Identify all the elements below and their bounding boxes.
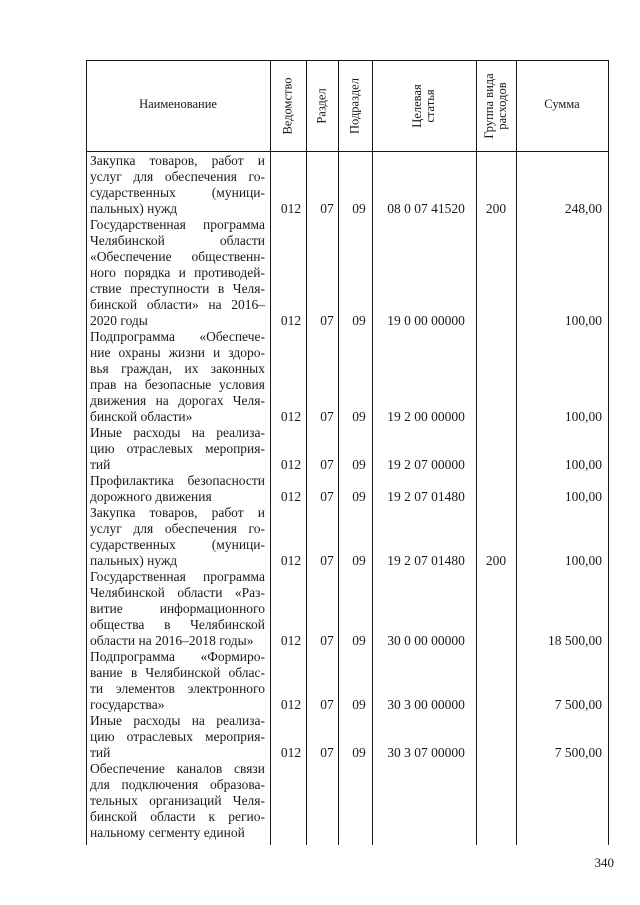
row-name-line: нальному сегменту единой (90, 825, 245, 840)
row-name-line: Профилактика безопасности (90, 473, 265, 488)
header-summa: Сумма (544, 97, 580, 111)
col-border (476, 60, 477, 845)
row-name-line: вья граждан, их законных (90, 361, 265, 376)
row-name-line: вание в Челябинской облас- (90, 665, 265, 680)
row-name (90, 473, 265, 505)
row-name-line: бинской области» на 2016– (90, 297, 265, 312)
page-number: 340 (594, 855, 614, 870)
vedomstvo-cell: 012 (280, 313, 302, 328)
razdel-cell: 07 (320, 409, 334, 424)
podrazdel-cell: 09 (352, 201, 366, 216)
row-name-line: государства» (90, 697, 165, 712)
row-name-line: тий (90, 457, 111, 472)
row-name-line: Иные расходы на реализа- (90, 713, 265, 728)
row-name-line: движения на дорогах Челя- (90, 393, 265, 408)
podrazdel-cell: 09 (352, 745, 366, 760)
celevaya-statya-cell: 30 3 00 00000 (387, 697, 465, 712)
vedomstvo-cell: 012 (280, 633, 302, 648)
col-border (608, 60, 609, 845)
row-name-line: пальных) нужд (90, 201, 178, 216)
podrazdel-cell: 09 (352, 457, 366, 472)
row-name-line: 2020 годы (90, 313, 148, 328)
row-name-line: пальных) нужд (90, 553, 178, 568)
podrazdel-cell: 09 (352, 409, 366, 424)
razdel-cell: 07 (320, 697, 334, 712)
summa-cell: 18 500,00 (548, 633, 602, 648)
row-name (90, 649, 265, 713)
col-border (86, 60, 87, 845)
row-name-line: для подключения образова- (90, 777, 265, 792)
row-name-line: цию отраслевых мероприя- (90, 729, 265, 744)
col-border (372, 60, 373, 845)
row-name-line: Подпрограмма «Формиро- (90, 649, 265, 664)
podrazdel-cell: 09 (352, 489, 366, 504)
row-name-line: сударственных (муници- (90, 185, 265, 200)
row-name-line: Закупка товаров, работ и (90, 505, 265, 520)
row-name-line: тельных организаций Челя- (90, 793, 265, 808)
summa-cell: 7 500,00 (554, 745, 602, 760)
celevaya-statya-cell: 19 2 07 01480 (387, 553, 465, 568)
row-name-line: витие информационного (90, 601, 265, 616)
row-name-line: ного порядка и противодей- (90, 265, 265, 280)
celevaya-statya-cell: 19 0 00 00000 (387, 313, 465, 328)
row-name (90, 761, 265, 841)
row-name-line: Иные расходы на реализа- (90, 425, 265, 440)
celevaya-statya-cell: 19 2 07 01480 (387, 489, 465, 504)
vedomstvo-cell: 012 (280, 201, 302, 216)
razdel-cell: 07 (320, 745, 334, 760)
table-top-border (86, 60, 609, 61)
row-name (90, 425, 265, 473)
celevaya-statya-cell: 19 2 07 00000 (387, 457, 465, 472)
row-name (90, 329, 265, 425)
podrazdel-cell: 09 (352, 553, 366, 568)
header-gruppa: Группа вида расходов (482, 73, 509, 139)
podrazdel-cell: 09 (352, 313, 366, 328)
vedomstvo-cell: 012 (280, 409, 302, 424)
vedomstvo-cell: 012 (280, 745, 302, 760)
summa-cell: 248,00 (564, 201, 602, 216)
celevaya-statya-cell: 30 0 00 00000 (387, 633, 465, 648)
row-name-line: Обеспечение каналов связи (90, 761, 265, 776)
celevaya-statya-cell: 30 3 07 00000 (387, 745, 465, 760)
row-name-line: бинской области к регио- (90, 809, 265, 824)
row-name-line: «Обеспечение общественн- (90, 249, 265, 264)
row-name (90, 217, 265, 329)
header-razdel: Раздел (314, 88, 329, 124)
header-vedomstvo: Ведомство (280, 77, 295, 135)
row-name-line: Подпрограмма «Обеспече- (90, 329, 265, 344)
podrazdel-cell: 09 (352, 633, 366, 648)
summa-cell: 100,00 (564, 489, 602, 504)
row-name-line: ние охраны жизни и здоро- (90, 345, 265, 360)
gruppa-cell: 200 (485, 553, 507, 568)
row-name (90, 713, 265, 761)
celevaya-statya-cell: 19 2 00 00000 (387, 409, 465, 424)
budget-table (86, 60, 609, 845)
summa-cell: 100,00 (564, 553, 602, 568)
header-bottom-border (86, 151, 609, 152)
row-name (90, 569, 265, 649)
razdel-cell: 07 (320, 633, 334, 648)
row-name-line: ствие преступности в Челя- (90, 281, 265, 296)
row-name-line: услуг для обеспечения го- (90, 169, 265, 184)
row-name-line: тий (90, 745, 111, 760)
row-name-line: области на 2016–2018 годы» (90, 633, 254, 648)
col-border (516, 60, 517, 845)
header-celevaya: Целевая статья (410, 84, 437, 128)
col-border (338, 60, 339, 845)
row-name-line: сударственных (муници- (90, 537, 265, 552)
row-name-line: бинской области» (90, 409, 193, 424)
vedomstvo-cell: 012 (280, 553, 302, 568)
razdel-cell: 07 (320, 489, 334, 504)
header-podrazdel: Подраздел (347, 78, 362, 134)
summa-cell: 100,00 (564, 409, 602, 424)
summa-cell: 100,00 (564, 457, 602, 472)
celevaya-statya-cell: 08 0 07 41520 (387, 201, 465, 216)
row-name-line: Государственная программа (90, 569, 265, 584)
razdel-cell: 07 (320, 457, 334, 472)
row-name-line: цию отраслевых мероприя- (90, 441, 265, 456)
row-name (90, 505, 265, 569)
vedomstvo-cell: 012 (280, 457, 302, 472)
gruppa-cell: 200 (485, 201, 507, 216)
row-name-line: Челябинской области (90, 233, 265, 248)
col-border (306, 60, 307, 845)
row-name-line: общества в Челябинской (90, 617, 265, 632)
row-name-line: дорожного движения (90, 489, 212, 504)
summa-cell: 100,00 (564, 313, 602, 328)
row-name (90, 153, 265, 217)
row-name-line: услуг для обеспечения го- (90, 521, 265, 536)
razdel-cell: 07 (320, 313, 334, 328)
razdel-cell: 07 (320, 201, 334, 216)
podrazdel-cell: 09 (352, 697, 366, 712)
row-name-line: прав на безопасные условия (90, 377, 265, 392)
razdel-cell: 07 (320, 553, 334, 568)
vedomstvo-cell: 012 (280, 489, 302, 504)
row-name-line: Челябинской области «Раз- (90, 585, 265, 600)
summa-cell: 7 500,00 (554, 697, 602, 712)
row-name-line: ти элементов электронного (90, 681, 265, 696)
row-name-line: Закупка товаров, работ и (90, 153, 265, 168)
col-border (270, 60, 271, 845)
vedomstvo-cell: 012 (280, 697, 302, 712)
row-name-line: Государственная программа (90, 217, 265, 232)
header-name: Наименование (139, 97, 217, 111)
